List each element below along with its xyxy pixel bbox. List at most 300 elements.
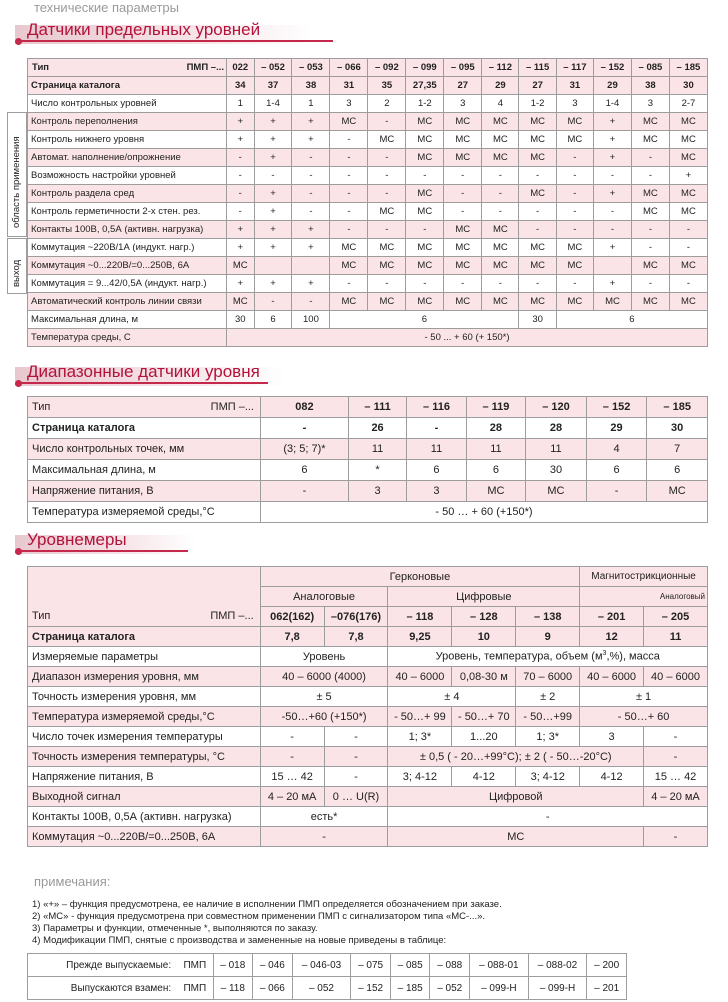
row-label: Контроль нижнего уровня xyxy=(28,131,227,149)
col-header: 082 xyxy=(261,397,349,418)
section-header-range-sensors xyxy=(15,362,315,386)
cell: - xyxy=(631,239,669,257)
cell: - xyxy=(482,203,519,221)
cell: 0 … U(R) xyxy=(324,787,388,807)
type-label xyxy=(28,397,261,418)
range-sensors-table xyxy=(27,396,708,523)
row-label: Коммутация ~0...220В/=0...250В, 6А xyxy=(28,827,261,847)
cell: - xyxy=(292,203,330,221)
cell: - xyxy=(227,185,255,203)
cell: 6 xyxy=(407,460,466,481)
cell: 38 xyxy=(292,77,330,95)
cell: 100 xyxy=(292,311,330,329)
cell: МС xyxy=(669,149,707,167)
row-label: Напряжение питания, В xyxy=(28,767,261,787)
cell: – 052 xyxy=(292,977,351,1000)
cell: 9,25 xyxy=(388,627,452,647)
row-label: Контроль переполнения xyxy=(28,113,227,131)
cell: - xyxy=(669,275,707,293)
cell: МС xyxy=(647,481,708,502)
cell: МС xyxy=(631,185,669,203)
row-label: Напряжение питания, В xyxy=(28,481,261,502)
row-label: Контакты 100В, 0,5А (активн. нагрузка) xyxy=(28,807,261,827)
cell: 29 xyxy=(593,77,631,95)
cell: + xyxy=(292,239,330,257)
col-header: – 138 xyxy=(516,607,580,627)
cell: – 088-01 xyxy=(470,954,529,977)
cell: - xyxy=(482,275,519,293)
cell: - xyxy=(324,727,388,747)
cell: МС xyxy=(406,149,444,167)
cell: - xyxy=(227,149,255,167)
cell: + xyxy=(593,149,631,167)
cell: - xyxy=(586,481,647,502)
cell: МС xyxy=(669,203,707,221)
col-header: – 120 xyxy=(526,397,587,418)
cell: - xyxy=(330,275,368,293)
cell: МС xyxy=(227,257,255,275)
cell: - xyxy=(644,747,708,767)
cell: – 018 xyxy=(213,954,253,977)
cell: 7,8 xyxy=(324,627,388,647)
cell: МС xyxy=(406,185,444,203)
cell: – 099-Н xyxy=(528,977,587,1000)
cell: 4 – 20 мА xyxy=(644,787,708,807)
type-pmp: ПМП –... xyxy=(210,401,254,413)
cell xyxy=(254,257,292,275)
cell: 40 – 6000 (4000) xyxy=(260,667,388,687)
cell: - xyxy=(444,203,482,221)
col-header: 022 xyxy=(227,59,255,77)
cell: 30 xyxy=(669,77,707,95)
cell: ± 5 xyxy=(260,687,388,707)
header-magnetostrictive: Магнитострикционные xyxy=(580,567,708,587)
cell: МС xyxy=(388,827,644,847)
cell: 27,35 xyxy=(406,77,444,95)
cell: - xyxy=(444,275,482,293)
cell: - xyxy=(556,149,593,167)
cell: 7 xyxy=(647,439,708,460)
cell: + xyxy=(254,239,292,257)
cell: МС xyxy=(631,293,669,311)
cell: 4-12 xyxy=(452,767,516,787)
repl-pmp: ПМП xyxy=(177,977,213,1000)
cell: МС xyxy=(444,239,482,257)
cell: + xyxy=(254,185,292,203)
cell: 6 xyxy=(254,311,292,329)
cell: - xyxy=(330,167,368,185)
cell: + xyxy=(227,131,255,149)
cell: МС xyxy=(519,239,556,257)
cell: 0,08-30 м xyxy=(452,667,516,687)
cell: МС xyxy=(519,149,556,167)
cell: + xyxy=(227,275,255,293)
row-label: Температура измеряемой среды,°С xyxy=(28,707,261,727)
cell: МС xyxy=(227,293,255,311)
cell: 11 xyxy=(407,439,466,460)
cell: - xyxy=(644,827,708,847)
cell: - xyxy=(368,221,406,239)
cell: 40 – 6000 xyxy=(388,667,452,687)
cell: 6 xyxy=(586,460,647,481)
cell: 15 … 42 xyxy=(260,767,324,787)
cell: - xyxy=(482,167,519,185)
cell: МС xyxy=(368,257,406,275)
cell: ± 2 xyxy=(516,687,580,707)
cell: 1 xyxy=(227,95,255,113)
cell: МС xyxy=(593,293,631,311)
cell: - 50 ... + 60 (+ 150*) xyxy=(227,329,708,347)
cell: - xyxy=(330,221,368,239)
cell: МС xyxy=(406,293,444,311)
row-label: Диапазон измерения уровня, мм xyxy=(28,667,261,687)
header-analog: Аналоговые xyxy=(260,587,388,607)
cell: 29 xyxy=(586,418,647,439)
cell: – 085 xyxy=(390,954,430,977)
cell: 4 xyxy=(482,95,519,113)
cell: 40 – 6000 xyxy=(644,667,708,687)
cell: - xyxy=(556,167,593,185)
row-label: Автомат. наполнение/опрожнение xyxy=(28,149,227,167)
cell: 28 xyxy=(526,418,587,439)
cell: 30 xyxy=(227,311,255,329)
cell: + xyxy=(227,221,255,239)
cell: 10 xyxy=(452,627,516,647)
cell: - xyxy=(519,203,556,221)
cell: 4-12 xyxy=(580,767,644,787)
row-label: Точность измерения уровня, мм xyxy=(28,687,261,707)
cell: – 118 xyxy=(213,977,253,1000)
cell: - xyxy=(669,239,707,257)
col-header: – 185 xyxy=(669,59,707,77)
cell: МС xyxy=(368,131,406,149)
cell: 11 xyxy=(466,439,525,460)
cell: -50…+60 (+150*) xyxy=(260,707,388,727)
cell: 35 xyxy=(368,77,406,95)
cell: – 066 xyxy=(253,977,293,1000)
cell: - xyxy=(593,167,631,185)
prev-pmp: ПМП xyxy=(177,954,213,977)
side-label-output: выход xyxy=(7,238,27,294)
row-label: Коммутация ~0...220В/=0...250В, 6А xyxy=(28,257,227,275)
col-header: – 111 xyxy=(348,397,406,418)
cell: МС xyxy=(519,113,556,131)
cell: - xyxy=(227,167,255,185)
cell: МС xyxy=(444,149,482,167)
cell: - xyxy=(292,167,330,185)
cell: - xyxy=(368,113,406,131)
col-header: – 085 xyxy=(631,59,669,77)
row-label: Контроль герметичности 2-х стен. рез. xyxy=(28,203,227,221)
cell: МС xyxy=(669,131,707,149)
cell: МС xyxy=(444,131,482,149)
cell: МС xyxy=(631,131,669,149)
cell: - xyxy=(254,167,292,185)
cell: + xyxy=(254,149,292,167)
section-pretitle: технические параметры xyxy=(34,0,179,15)
row-label: Выходной сигнал xyxy=(28,787,261,807)
cell: - xyxy=(406,275,444,293)
cell: 3 xyxy=(407,481,466,502)
cell: - 50…+ 60 xyxy=(580,707,708,727)
cell: МС xyxy=(556,131,593,149)
cell: МС xyxy=(330,239,368,257)
cell: + xyxy=(254,221,292,239)
cell: 6 xyxy=(330,311,519,329)
cell: МС xyxy=(556,293,593,311)
cell: + xyxy=(254,275,292,293)
cell: - xyxy=(227,203,255,221)
side-label-application: область применения xyxy=(7,112,27,237)
note-line: 4) Модификации ПМП, снятые с производства и замененные на новые приведены в таблице: xyxy=(32,935,447,946)
row-label: Автоматический контроль линии связи xyxy=(28,293,227,311)
cell: МС xyxy=(519,185,556,203)
type-label: Тип xyxy=(32,401,51,413)
cell: - xyxy=(330,149,368,167)
cell: МС xyxy=(482,239,519,257)
row-label: Число контрольных уровней xyxy=(28,95,227,113)
row-label: Страница каталога xyxy=(28,77,227,95)
cell: – 088 xyxy=(430,954,470,977)
cell: - xyxy=(406,167,444,185)
cell: МС xyxy=(444,293,482,311)
cell: + xyxy=(254,113,292,131)
cell: 11 xyxy=(644,627,708,647)
cell: МС xyxy=(444,257,482,275)
cell: 31 xyxy=(556,77,593,95)
cell: + xyxy=(593,113,631,131)
cell: - xyxy=(444,185,482,203)
cell: МС xyxy=(556,113,593,131)
cell: 3 xyxy=(330,95,368,113)
cell: - xyxy=(556,275,593,293)
col-header: – 201 xyxy=(580,607,644,627)
cell: 2-7 xyxy=(669,95,707,113)
cell: + xyxy=(292,221,330,239)
cell: 7,8 xyxy=(260,627,324,647)
cell: МС xyxy=(631,203,669,221)
cell: МС xyxy=(482,293,519,311)
cell: 6 xyxy=(556,311,707,329)
col-header: – 128 xyxy=(452,607,516,627)
col-header: – 152 xyxy=(586,397,647,418)
cell: МС xyxy=(444,221,482,239)
col-header: – 092 xyxy=(368,59,406,77)
col-header: – 099 xyxy=(406,59,444,77)
cell: - xyxy=(254,293,292,311)
notes-list xyxy=(32,899,502,947)
row-label: Возможность настройки уровней xyxy=(28,167,227,185)
repl-label: Выпускаются взамен: xyxy=(28,977,178,1000)
cell: - 50…+ 70 xyxy=(452,707,516,727)
cell: МС xyxy=(406,239,444,257)
type-label: Тип xyxy=(32,610,51,623)
cell: 40 – 6000 xyxy=(580,667,644,687)
cell: МС xyxy=(556,239,593,257)
cell: - 50 … + 60 (+150*) xyxy=(261,502,708,523)
header-digital: Цифровые xyxy=(388,587,580,607)
cell: + xyxy=(593,275,631,293)
row-label: Число контрольных точек, мм xyxy=(28,439,261,460)
cell: МС xyxy=(631,113,669,131)
cell: МС xyxy=(330,257,368,275)
col-header: – 205 xyxy=(644,607,708,627)
cell: - xyxy=(519,167,556,185)
col-header: – 053 xyxy=(292,59,330,77)
cell: 1...20 xyxy=(452,727,516,747)
cell: - xyxy=(556,185,593,203)
cell: МС xyxy=(368,203,406,221)
col-header: – 152 xyxy=(593,59,631,77)
cell: 2 xyxy=(368,95,406,113)
cell: 6 xyxy=(261,460,349,481)
cell: 30 xyxy=(519,311,556,329)
cell: + xyxy=(292,275,330,293)
section-title: Уровнемеры xyxy=(27,530,127,549)
cell: МС xyxy=(482,257,519,275)
cell: - xyxy=(669,221,707,239)
note-line: 2) «МС» - функция предусмотрена при совместном применении ПМП с сигнализатором типа «МС-...». xyxy=(32,911,486,922)
row-label: Максимальная длина, м xyxy=(28,311,227,329)
cell: МС xyxy=(368,293,406,311)
cell: Цифровой xyxy=(388,787,644,807)
cell: 70 – 6000 xyxy=(516,667,580,687)
cell: 1; 3* xyxy=(388,727,452,747)
cell: + xyxy=(593,239,631,257)
cell: + xyxy=(593,131,631,149)
cell: 3; 4-12 xyxy=(516,767,580,787)
col-header: 062(162) xyxy=(260,607,324,627)
row-label: Измеряемые параметры xyxy=(28,647,261,667)
cell: МС xyxy=(406,257,444,275)
cell: Уровень, температура, объем $(м^3,\%)$, масса xyxy=(388,647,708,667)
cell: МС xyxy=(482,149,519,167)
cell: МС xyxy=(669,293,707,311)
cell: МС xyxy=(556,257,593,275)
cell: + xyxy=(593,185,631,203)
level-meters-table xyxy=(27,566,708,847)
cell: 3; 4-12 xyxy=(388,767,452,787)
cell: 4 xyxy=(586,439,647,460)
cell: – 099-Н xyxy=(470,977,529,1000)
cell: + xyxy=(669,167,707,185)
cell: – 185 xyxy=(390,977,430,1000)
cell: + xyxy=(254,131,292,149)
col-header: – 118 xyxy=(388,607,452,627)
cell: МС xyxy=(519,293,556,311)
cell: - xyxy=(292,149,330,167)
cell: 9 xyxy=(516,627,580,647)
cell: 1-4 xyxy=(593,95,631,113)
cell: - xyxy=(519,275,556,293)
row-label: Контакты 100В, 0,5А (активн. нагрузка) xyxy=(28,221,227,239)
cell: 11 xyxy=(348,439,406,460)
cell: 1-2 xyxy=(519,95,556,113)
cell: есть* xyxy=(260,807,388,827)
prev-label: Прежде выпускаемые: xyxy=(28,954,178,977)
replacement-table xyxy=(27,953,627,1000)
type-pmp: ПМП –... xyxy=(210,610,254,623)
cell: - xyxy=(593,221,631,239)
section-title: Датчики предельных уровней xyxy=(27,20,261,39)
cell: 3 xyxy=(631,95,669,113)
cell: – 052 xyxy=(430,977,470,1000)
cell: 34 xyxy=(227,77,255,95)
cell: МС xyxy=(330,113,368,131)
cell: - xyxy=(261,481,349,502)
cell: - xyxy=(260,727,324,747)
cell: - xyxy=(631,149,669,167)
cell: Уровень xyxy=(260,647,388,667)
cell: 1 xyxy=(292,95,330,113)
cell: - xyxy=(368,167,406,185)
cell: МС xyxy=(466,481,525,502)
cell: МС xyxy=(669,257,707,275)
cell: МС xyxy=(444,113,482,131)
cell: 27 xyxy=(519,77,556,95)
row-label: Контроль раздела сред xyxy=(28,185,227,203)
cell: - xyxy=(260,747,324,767)
cell: МС xyxy=(482,221,519,239)
cell: МС xyxy=(482,131,519,149)
section-header-limit-sensors xyxy=(15,20,345,44)
cell: - xyxy=(593,203,631,221)
cell: – 075 xyxy=(351,954,391,977)
cell: - xyxy=(388,807,708,827)
cell: + xyxy=(292,113,330,131)
cell: - xyxy=(482,185,519,203)
cell: 6 xyxy=(466,460,525,481)
cell: МС xyxy=(330,293,368,311)
col-header: – 052 xyxy=(254,59,292,77)
cell: 28 xyxy=(466,418,525,439)
cell: МС xyxy=(669,113,707,131)
cell: - xyxy=(368,275,406,293)
cell: - xyxy=(292,293,330,311)
cell: 37 xyxy=(254,77,292,95)
limit-sensors-table xyxy=(27,58,708,347)
cell: ± 4 xyxy=(388,687,516,707)
note-line: 3) Параметры и функции, отмеченные *, выполняются по заказу. xyxy=(32,923,318,934)
cell: 1-2 xyxy=(406,95,444,113)
cell: - xyxy=(407,418,466,439)
cell: + xyxy=(227,113,255,131)
row-label: Точность измерения температуры, °С xyxy=(28,747,261,767)
cell xyxy=(593,257,631,275)
cell: - xyxy=(631,275,669,293)
cell: 1; 3* xyxy=(516,727,580,747)
cell: МС xyxy=(519,131,556,149)
row-label: Коммутация = 9...42/0,5А (индукт. нагр.) xyxy=(28,275,227,293)
cell: 38 xyxy=(631,77,669,95)
row-label: Температура среды, С xyxy=(28,329,227,347)
cell: МС xyxy=(669,185,707,203)
cell: 30 xyxy=(526,460,587,481)
cell: – 152 xyxy=(351,977,391,1000)
cell: МС xyxy=(519,257,556,275)
cell: 26 xyxy=(348,418,406,439)
row-label: Число точек измерения температуры xyxy=(28,727,261,747)
cell: МС xyxy=(482,113,519,131)
cell: 1-4 xyxy=(254,95,292,113)
cell: МС xyxy=(406,131,444,149)
col-header: – 115 xyxy=(519,59,556,77)
cell: - xyxy=(444,167,482,185)
header-analog-single: Аналоговый xyxy=(580,587,708,607)
row-label: Максимальная длина, м xyxy=(28,460,261,481)
cell: - xyxy=(368,185,406,203)
cell: - xyxy=(406,221,444,239)
